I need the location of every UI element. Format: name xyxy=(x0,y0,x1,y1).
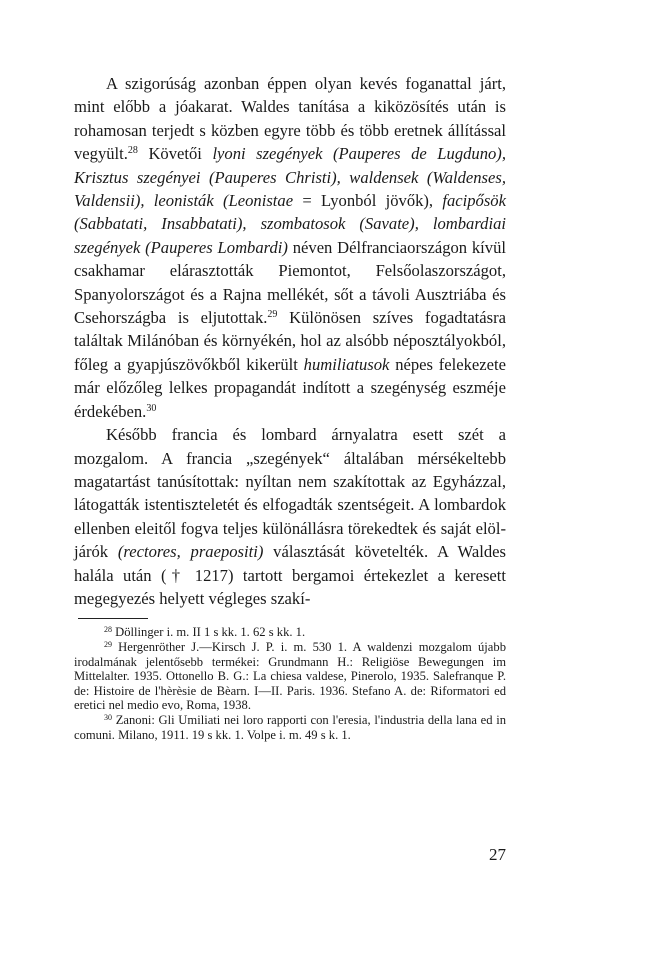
footnote xyxy=(74,640,506,713)
italic-text: (rectores, praepositi) xyxy=(117,542,264,562)
footnote xyxy=(74,713,506,742)
paragraph xyxy=(74,72,506,423)
paragraph xyxy=(74,423,506,610)
footnote-ref: 30 xyxy=(146,402,157,414)
page-body xyxy=(74,72,506,742)
footnote-text: Döllinger i. m. II 1 s kk. 1. 62 s kk. 1. xyxy=(115,625,306,640)
text-run: Később francia és lombard árnyalatra esett szét a mozgalom. A francia „szegények“ általában mérsékeltebb magatartást tanúsítottak: nyíltan nem szakítottak az Egyházzal, látogatták istentiszteletét és elfogadták szentségeit. A lombardok ellenben eleitől fogva teljes különállásra törekedtek és saját elöljárók xyxy=(74,425,506,562)
footnote-number: 28 xyxy=(104,625,112,635)
footnote-ref: 29 xyxy=(267,309,278,321)
text-run: néven Délfranciaországon kívül csakhamar elárasztották Piemontot, Felsőolaszországot, Spanyolországot és a Rajna mellékét, sőt a távoli Ausztriába és Csehországba is eljutottak. xyxy=(74,237,507,328)
text-run: népes felekezete már előzőleg lelkes propagandát indított a szegénység eszméje érdekében. xyxy=(74,354,507,421)
body-text xyxy=(74,72,506,610)
text-run: = Lyonból jövők), xyxy=(293,191,443,211)
footnote-number: 29 xyxy=(104,639,112,649)
italic-text: humiliatusok xyxy=(303,354,390,374)
text-run: választását követelték. A Waldes halála után († 1217) tartott bergamoi értekezlet a keresett megegyezés helyett végleges szakí- xyxy=(74,542,506,608)
page-number: 27 xyxy=(489,845,506,864)
text-run: Különösen szíves fogadtatásra találtak Milánóban és környékén, hol az alsóbb néposztályokból, főleg a gyapjúszövőkből kikerült xyxy=(74,308,507,374)
italic-text: facipősök (Sabbatati, Insabbatati), szombatosok (Savate), lombardiai szegények (Pauperes Lombardi) xyxy=(74,191,506,257)
text-run: Követői xyxy=(137,144,213,164)
footnote-separator xyxy=(78,618,148,619)
footnote-text: Zanoni: Gli Umiliati nei loro rapporti con l'eresia, l'industria della lana ed in comuni. Milano, 1911. 19 s kk. 1. Volpe i. m. 49 s k. 1. xyxy=(74,712,506,742)
text-run: A szigorúság azonban éppen olyan kevés foganattal járt, mint előbb a jóakarat. Waldes tanítása a kiközösítés után is rohamosan terjedt s közben egyre több és több eretnek állítással vegyült. xyxy=(74,74,506,164)
italic-text: lyoni szegények (Pauperes de Lugduno), Krisztus szegényei (Pauperes Christi), waldensek (Waldenses, Valdensii), leonisták (Leonistae xyxy=(74,144,506,211)
footnote-text: Hergenröther J.—Kirsch J. P. i. m. 530 1. A waldenzi mozgalom újabb irodalmának jelentősebb termékei: Grundmann H.: Religiöse Bewegungen im Mittelalter. 1935. Ottonello B. G.: La chiesa valdese, Pinerolo, 1935. Salefranque P. de: Histoire de l'hèrèsie de Bèarn. I—II. Paris. 1936. Stefano A. de: Riformatori ed eretici nel medio evo, Roma, 1938. xyxy=(74,639,506,713)
footnote-ref: 28 xyxy=(127,145,138,157)
footnotes xyxy=(74,625,506,742)
footnote-number: 30 xyxy=(104,712,112,722)
footnote xyxy=(74,625,506,640)
